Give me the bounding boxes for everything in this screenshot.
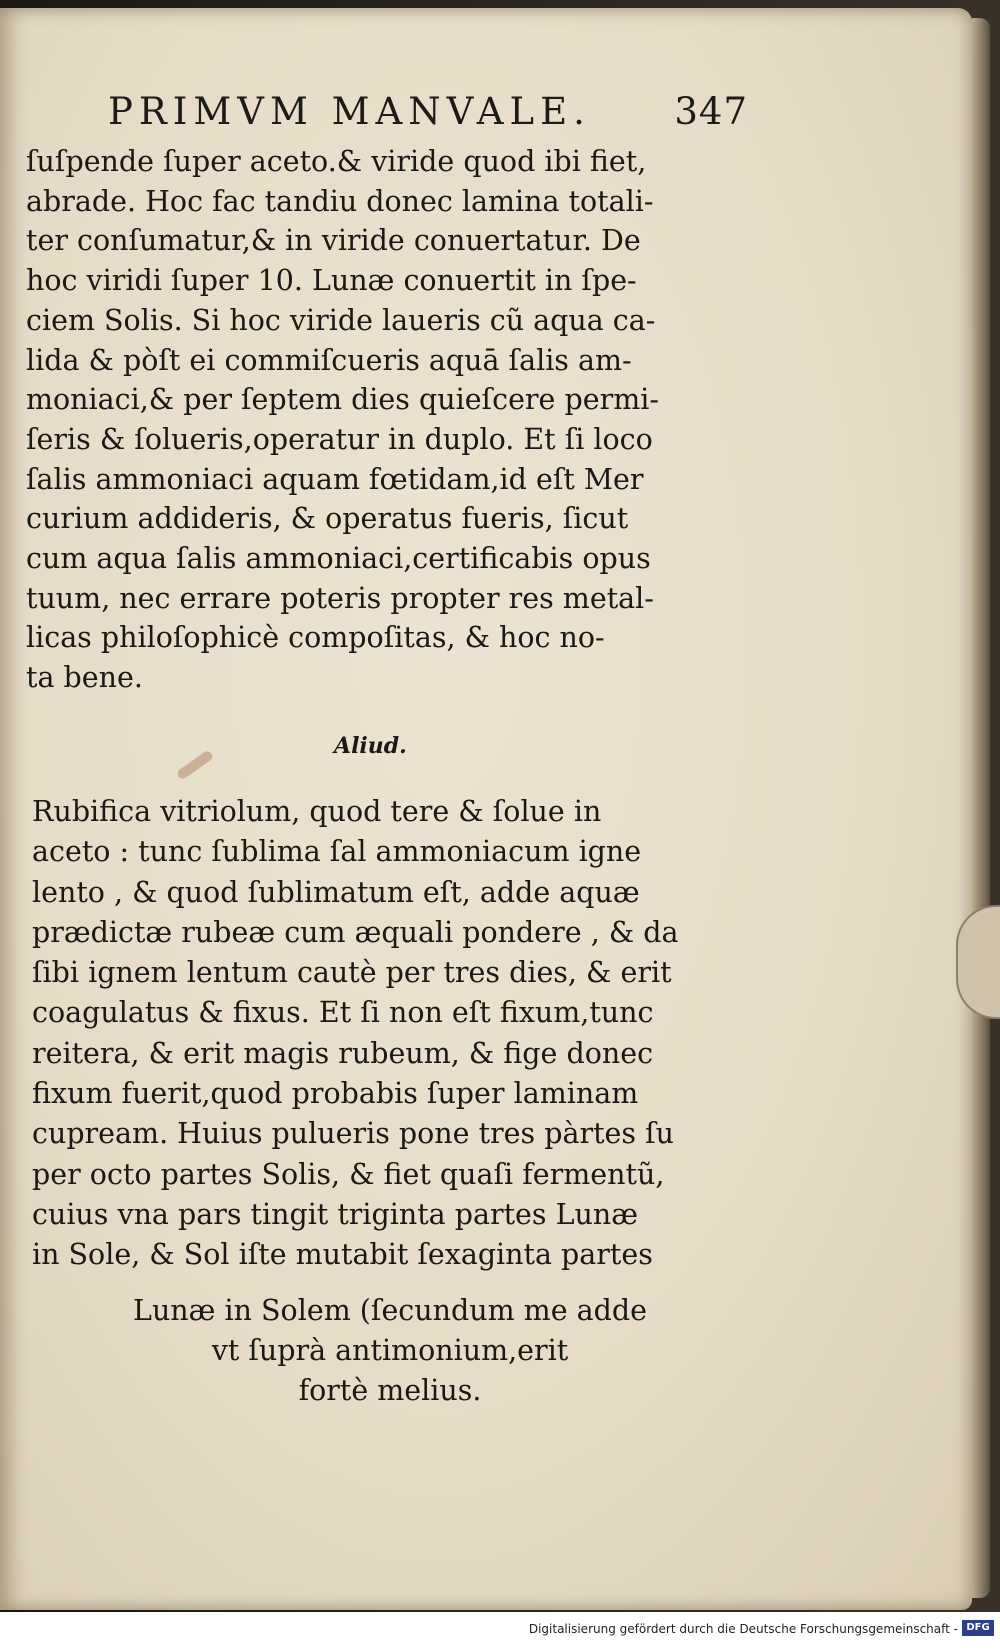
text-line: ſalis ammoniaci aquam fœtidam,id eſt Mer (26, 462, 644, 496)
text-line: aceto : tunc ſublima ſal ammoniacum igne (32, 835, 642, 869)
text-line: per octo partes Solis, & fiet quaſi fermentũ, (32, 1157, 665, 1191)
text-line: prædictæ rubeæ cum æquali pondere , & da (32, 915, 679, 949)
page-edge (972, 18, 990, 1598)
text-line: tuum, nec errare poteris propter res metal- (26, 581, 654, 615)
text-line: cupream. Huius pulueris pone tres pàrtes ſu (32, 1117, 674, 1151)
running-title: PRIMVM MANVALE. (108, 90, 591, 133)
text-line: cum aqua ſalis ammoniaci,certificabis opus (26, 542, 651, 576)
text-line: curium addideris, & operatus fueris, ſicut (26, 502, 629, 536)
text-line: cuius vna pars tingit triginta partes Lunæ (32, 1197, 639, 1231)
text-line: fortè melius. (298, 1374, 482, 1407)
text-line: vt ſuprà antimonium,erit (211, 1334, 569, 1367)
closing-lines (0, 1291, 780, 1411)
page-tab-marker (956, 905, 1000, 1019)
text-line: lida & pòſt ei commiſcueris aquā ſalis am- (26, 343, 632, 377)
digitization-footer (0, 1612, 1000, 1651)
text-line: ſibi ignem lentum cautè per tres dies, & erit (32, 956, 672, 990)
text-line: hoc viridi ſuper 10. Lunæ conuertit in ſpe- (26, 264, 637, 298)
text-line: Lunæ in Solem (ſecundum me adde (133, 1294, 647, 1327)
section-heading: Aliud. (334, 733, 407, 759)
dfg-logo: DFG (962, 1620, 994, 1636)
text-line: fixum fuerit,quod probabis ſuper laminam (32, 1077, 639, 1111)
second-passage (32, 792, 772, 1276)
first-passage (26, 142, 766, 698)
text-line: moniaci,& per ſeptem dies quieſcere permi- (26, 383, 659, 417)
funding-credit: Digitalisierung gefördert durch die Deutsche Forschungsgemeinschaft - (528, 1622, 958, 1636)
text-line: reitera, & erit magis rubeum, & fige donec (32, 1036, 654, 1070)
text-line: abrade. Hoc fac tandiu donec lamina totali- (26, 184, 654, 218)
text-line: ta bene. (26, 661, 143, 695)
running-head (108, 90, 748, 138)
text-line: ſeris & ſolueris,operatur in duplo. Et ſi loco (26, 422, 653, 456)
text-line: Rubifica vitriolum, quod tere & ſolue in (32, 795, 602, 828)
text-line: lento , & quod ſublimatum eſt, adde aquæ (32, 875, 640, 909)
text-line: ciem Solis. Si hoc viride laueris cũ aqua ca- (26, 303, 656, 337)
text-line: licas philoſophicè compoſitas, & hoc no- (26, 621, 605, 655)
text-line: in Sole, & Sol iſte mutabit ſexaginta partes (32, 1238, 653, 1272)
text-line: ter conſumatur,& in viride conuertatur. De (26, 224, 641, 258)
text-line: coagulatus & fixus. Et ſi non eſt fixum,tunc (32, 996, 654, 1030)
page-number: 347 (674, 90, 748, 133)
text-line: ſuſpende ſuper aceto.& viride quod ibi fiet, (26, 145, 647, 178)
